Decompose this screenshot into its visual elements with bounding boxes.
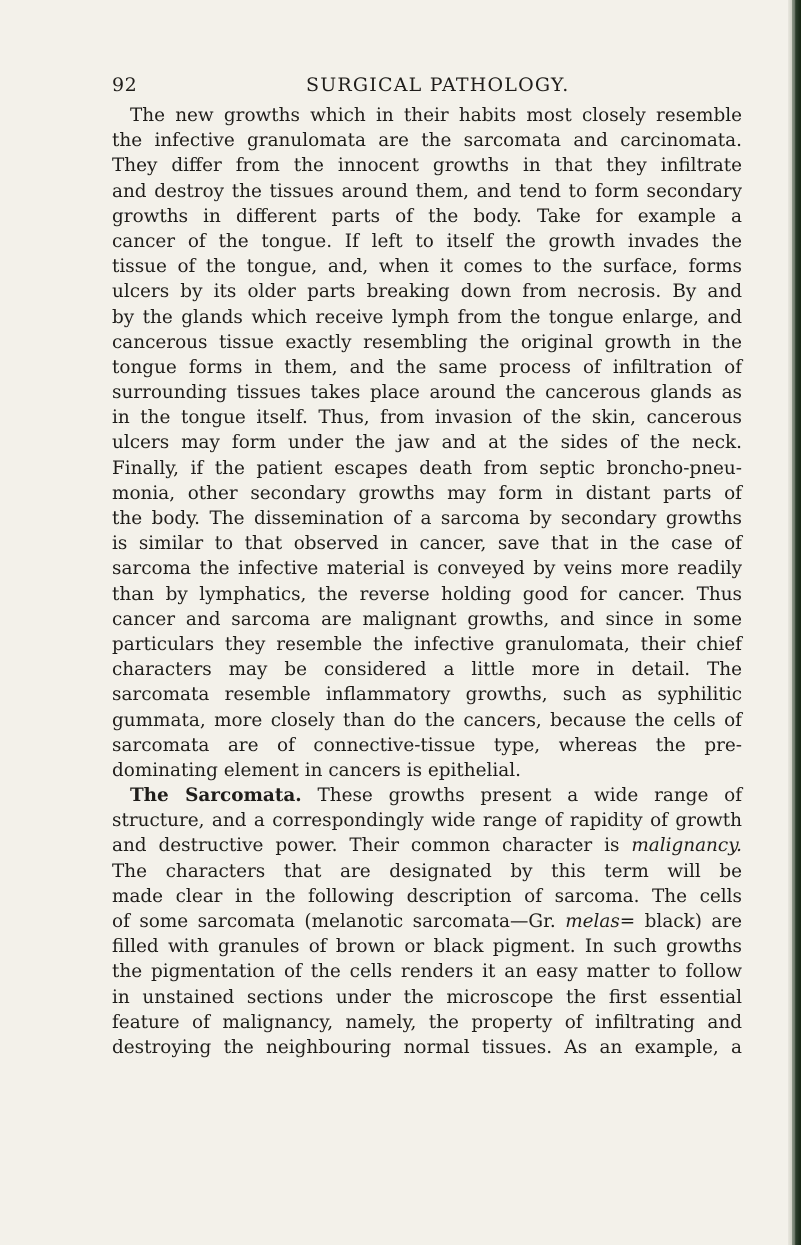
paragraph-sarcomata [112, 783, 742, 1060]
section-heading-sarcomata: The Sarcomata. [130, 785, 302, 807]
text-line: cancer and sarcoma are malignant growths, and since in some [112, 608, 742, 630]
text-line: dominating element in cancers is epithelial. [112, 759, 521, 781]
text-line: by the glands which receive lymph from the tongue enlarge, and [112, 306, 742, 328]
page-header [104, 74, 744, 102]
text-line: They differ from the innocent growths in that they infiltrate [112, 155, 742, 177]
text-fragment: = black) are [619, 911, 742, 932]
text-line: The new growths which in their habits most closely resemble [130, 105, 742, 126]
text-line [112, 909, 742, 934]
text-fragment: These growths present a wide range of [317, 785, 742, 807]
text-line: sarcomata resemble inflammatory growths, such as syphilitic [112, 684, 742, 706]
text-line: feature of malignancy, namely, the property of infiltrating and [112, 1011, 742, 1033]
text-line [112, 783, 742, 808]
text-line: filled with granules of brown or black pigment. In such growths [112, 936, 742, 958]
text-line: sarcoma the infective material is conveyed by veins more readily [112, 558, 742, 580]
text-line: tissue of the tongue, and, when it comes to the surface, forms [112, 256, 742, 278]
text-fragment: of some sarcomata (melanotic sarcomata—Gr. [112, 911, 556, 932]
running-head: SURGICAL PATHOLOGY. [306, 74, 570, 96]
text-line: cancerous tissue exactly resembling the original growth in the [112, 331, 742, 353]
text-line: The characters that are designated by this term will be [112, 860, 742, 882]
text-line: characters may be considered a little more in detail. The [112, 659, 742, 681]
text-line: than by lymphatics, the reverse holding good for cancer. Thus [112, 583, 742, 605]
text-line: structure, and a correspondingly wide range of rapidity of growth [112, 810, 742, 832]
text-line: the infective granulomata are the sarcomata and carcinomata. [112, 130, 742, 152]
text-fragment: and destructive power. Their common character is [112, 835, 620, 857]
text-line: in the tongue itself. Thus, from invasion of the skin, cancerous [112, 407, 742, 429]
text-line [112, 833, 742, 858]
text-line: is similar to that observed in cancer, save that in the case of [112, 533, 742, 555]
body-text [112, 103, 742, 1060]
page-number: 92 [112, 74, 138, 96]
text-line: the pigmentation of the cells renders it an easy matter to follow [112, 961, 742, 983]
text-line: ulcers by its older parts breaking down from necrosis. By and [112, 281, 742, 303]
text-line: and destroy the tissues around them, and tend to form secondary [112, 180, 742, 202]
text-line: made clear in the following description of sarcoma. The cells [112, 885, 742, 907]
paragraph-infective-growths [112, 103, 742, 783]
text-line: sarcomata are of connective-tissue type, whereas the pre- [112, 734, 742, 756]
text-line: particulars they resemble the infective granulomata, their chief [112, 633, 742, 655]
text-line: surrounding tissues takes place around the cancerous glands as [112, 382, 742, 404]
italic-term-malignancy: malignancy. [631, 835, 742, 857]
text-line: Finally, if the patient escapes death from septic broncho-pneu- [112, 457, 742, 479]
italic-term-melas: melas [565, 911, 620, 932]
book-spine-shadow [792, 0, 794, 1245]
text-line: cancer of the tongue. If left to itself the growth invades the [112, 230, 742, 252]
text-line: in unstained sections under the microscope the first essential [112, 986, 742, 1008]
text-line: tongue forms in them, and the same process of infiltration of [112, 356, 742, 378]
text-line: growths in different parts of the body. Take for example a [112, 205, 742, 227]
text-line: destroying the neighbouring normal tissues. As an example, a [112, 1036, 742, 1058]
book-spine-edge [788, 0, 801, 1245]
text-line: ulcers may form under the jaw and at the sides of the neck. [112, 432, 742, 454]
text-line: the body. The dissemination of a sarcoma by secondary growths [112, 508, 742, 529]
text-line: monia, other secondary growths may form in distant parts of [112, 482, 742, 504]
text-line: gummata, more closely than do the cancers, because the cells of [112, 709, 742, 731]
